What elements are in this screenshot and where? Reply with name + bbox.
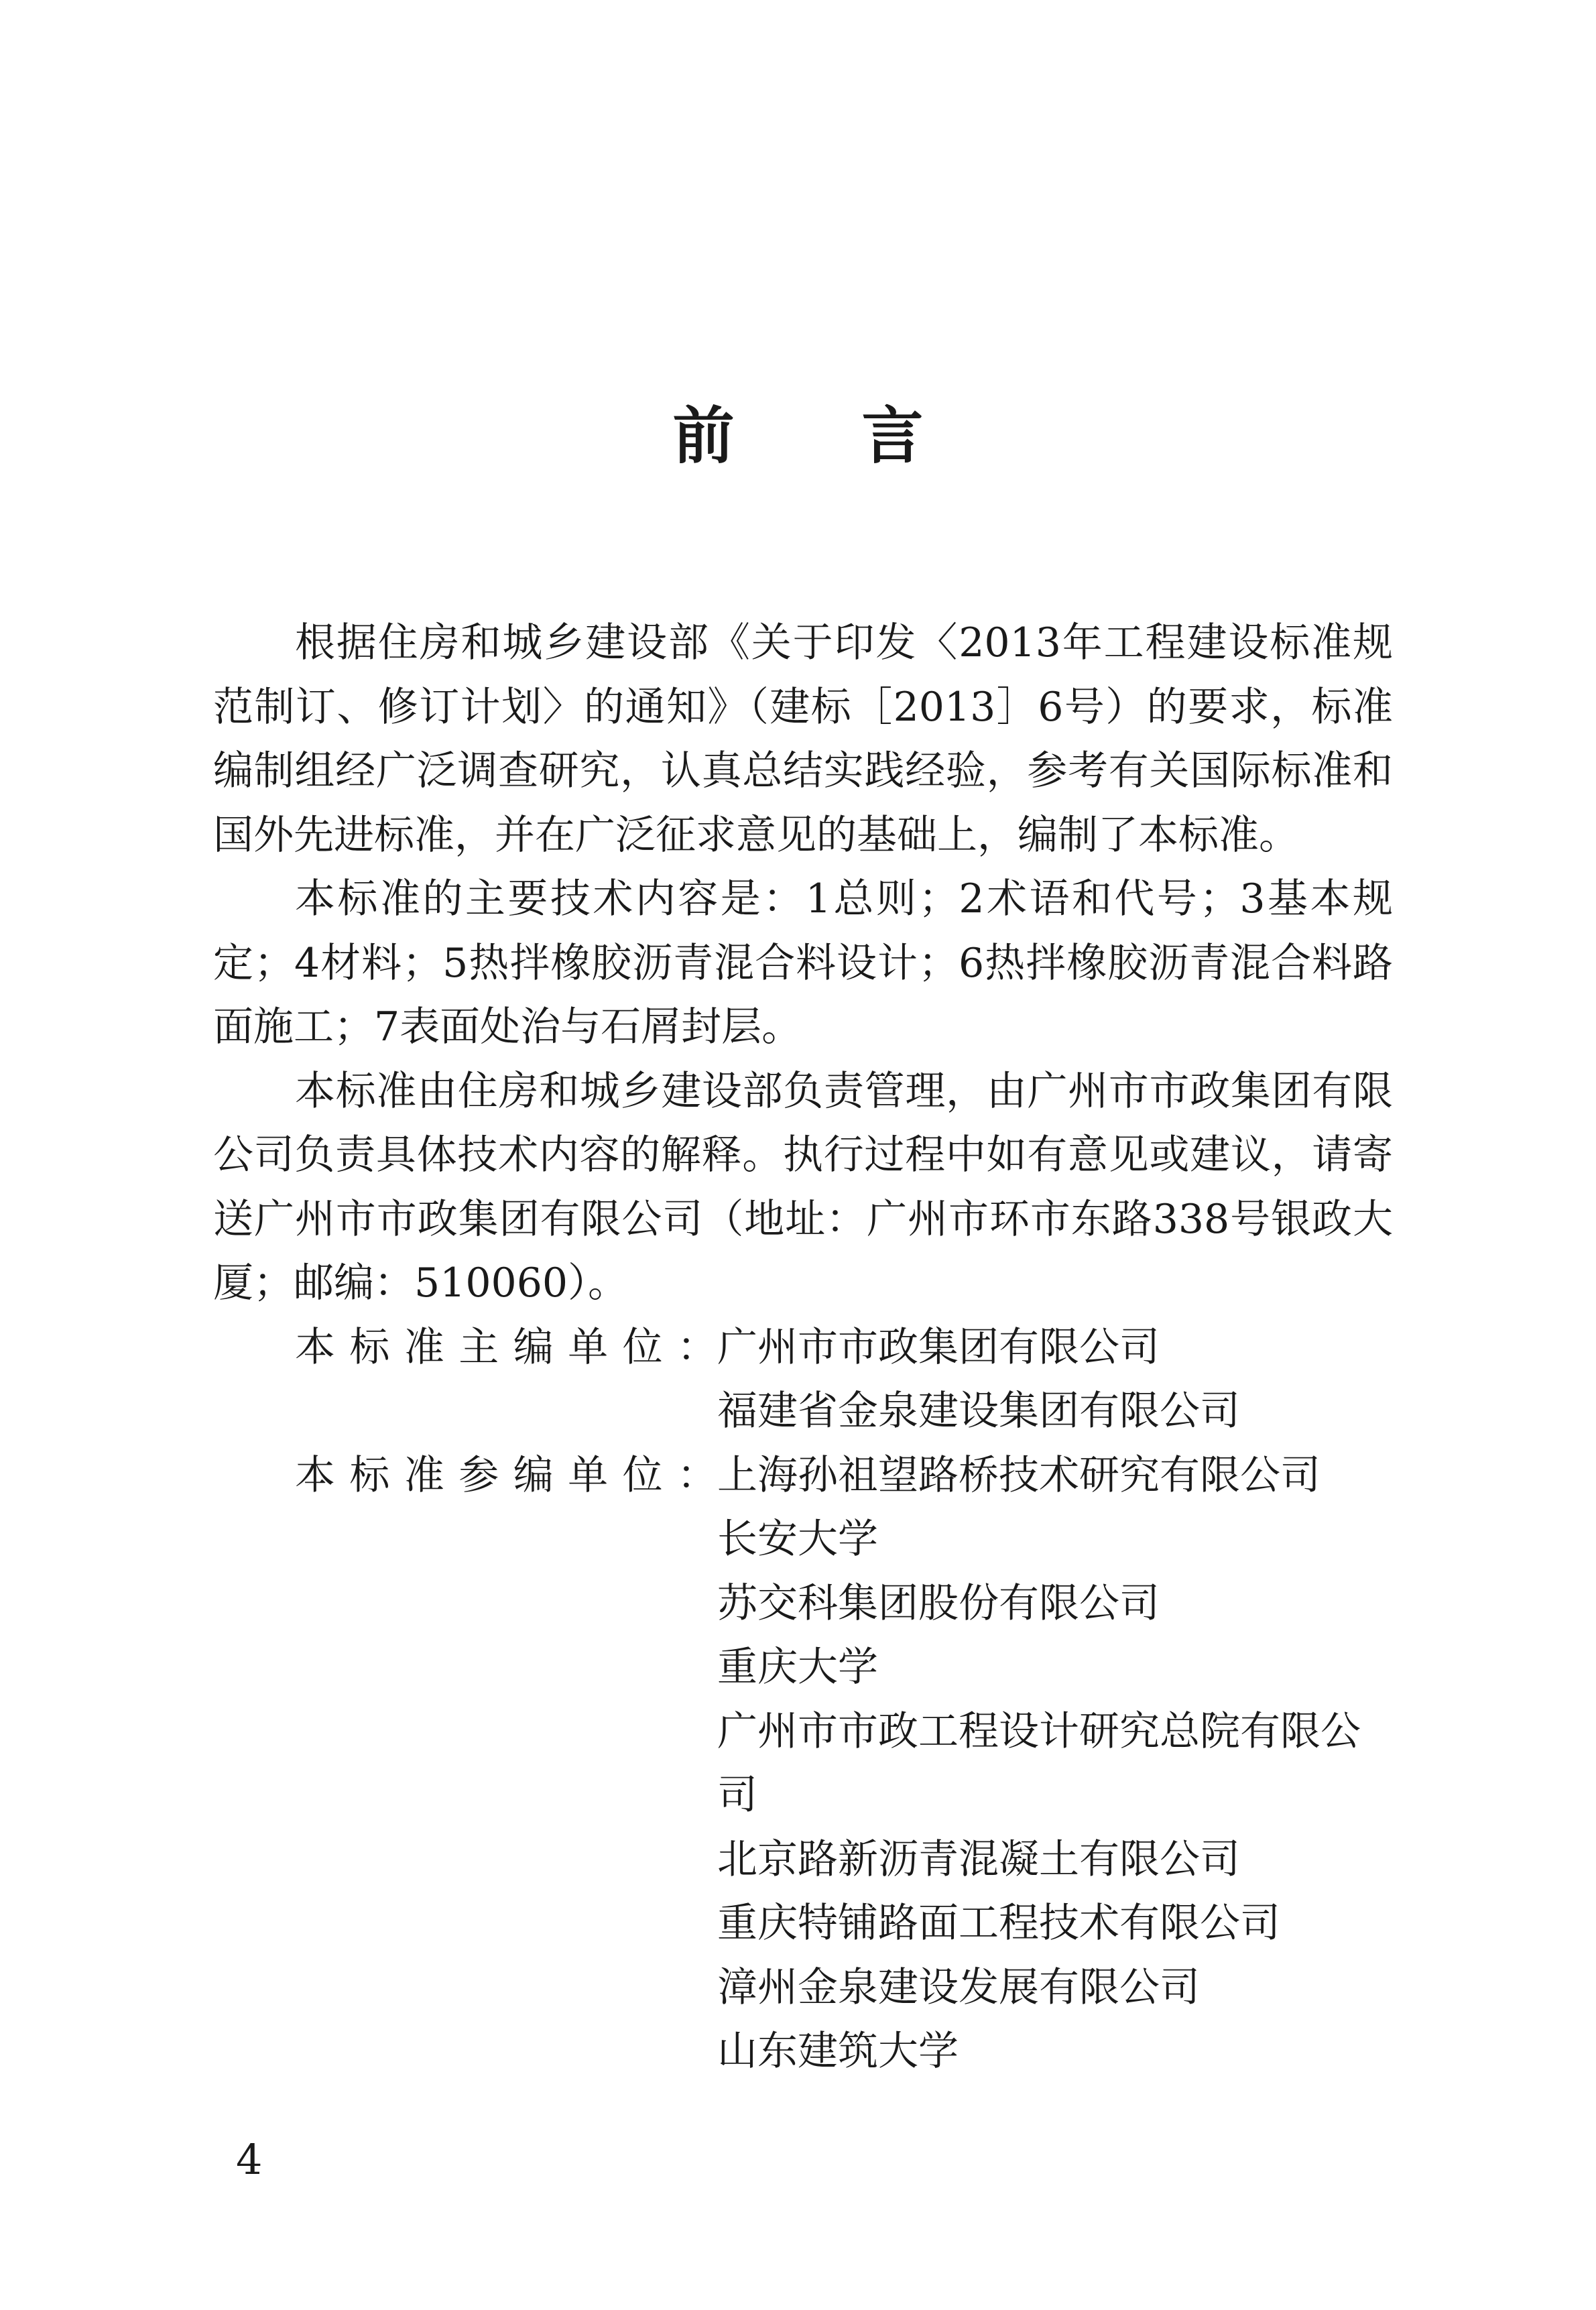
participating-unit-item: 北京路新沥青混凝土有限公司: [717, 1835, 1240, 1883]
chief-unit-item: 福建省金泉建设集团有限公司: [717, 1388, 1240, 1435]
paragraph-main-content: 本标准的主要技术内容是：1总则；2术语和代号；3基本规定；4材料；5热拌橡胶沥青混合料设计；6热拌橡胶沥青混合料路面施工；7表面处治与石屑封层。: [213, 875, 1393, 1050]
foreword-body: [213, 611, 1393, 2084]
chief-unit-item: 广州市市政集团有限公司: [717, 1323, 1160, 1371]
participating-units-list: [717, 1444, 1394, 2084]
chief-units-section: [213, 1316, 1393, 1444]
participating-unit-item: 重庆大学: [717, 1644, 878, 1691]
participating-units-label: 本标准参编单位：: [295, 1451, 717, 1499]
participating-unit-item: 苏交科集团股份有限公司: [717, 1579, 1160, 1627]
page-number: 4: [236, 2135, 263, 2184]
participating-unit-item: 广州市市政工程设计研究总院有限公司: [717, 1707, 1361, 1819]
chief-units-label: 本标准主编单位：: [295, 1323, 717, 1371]
participating-unit-item: 重庆特铺路面工程技术有限公司: [717, 1900, 1280, 1947]
participating-units-section: [213, 1444, 1393, 2084]
paragraph-management: 本标准由住房和城乡建设部负责管理，由广州市市政集团有限公司负责具体技术内容的解释。执行过程中如有意见或建议，请寄送广州市市政集团有限公司（地址：广州市环市东路338号银政大厦；邮编：510060）。: [213, 1067, 1393, 1306]
paragraph-basis: 根据住房和城乡建设部《关于印发〈2013年工程建设标准规范制订、修订计划〉的通知》（建标［2013］6号）的要求，标准编制组经广泛调查研究，认真总结实践经验，参考有关国际标准和国外先进标准，并在广泛征求意见的基础上，编制了本标准。: [213, 619, 1393, 859]
page-title: 前言: [672, 400, 1051, 472]
participating-unit-item: 上海孙祖望路桥技术研究有限公司: [717, 1451, 1321, 1499]
participating-unit-item: 山东建筑大学: [717, 2028, 959, 2075]
chief-units-list: [717, 1316, 1394, 1444]
participating-unit-item: 漳州金泉建设发展有限公司: [717, 1963, 1200, 2011]
participating-unit-item: 长安大学: [717, 1516, 878, 1563]
